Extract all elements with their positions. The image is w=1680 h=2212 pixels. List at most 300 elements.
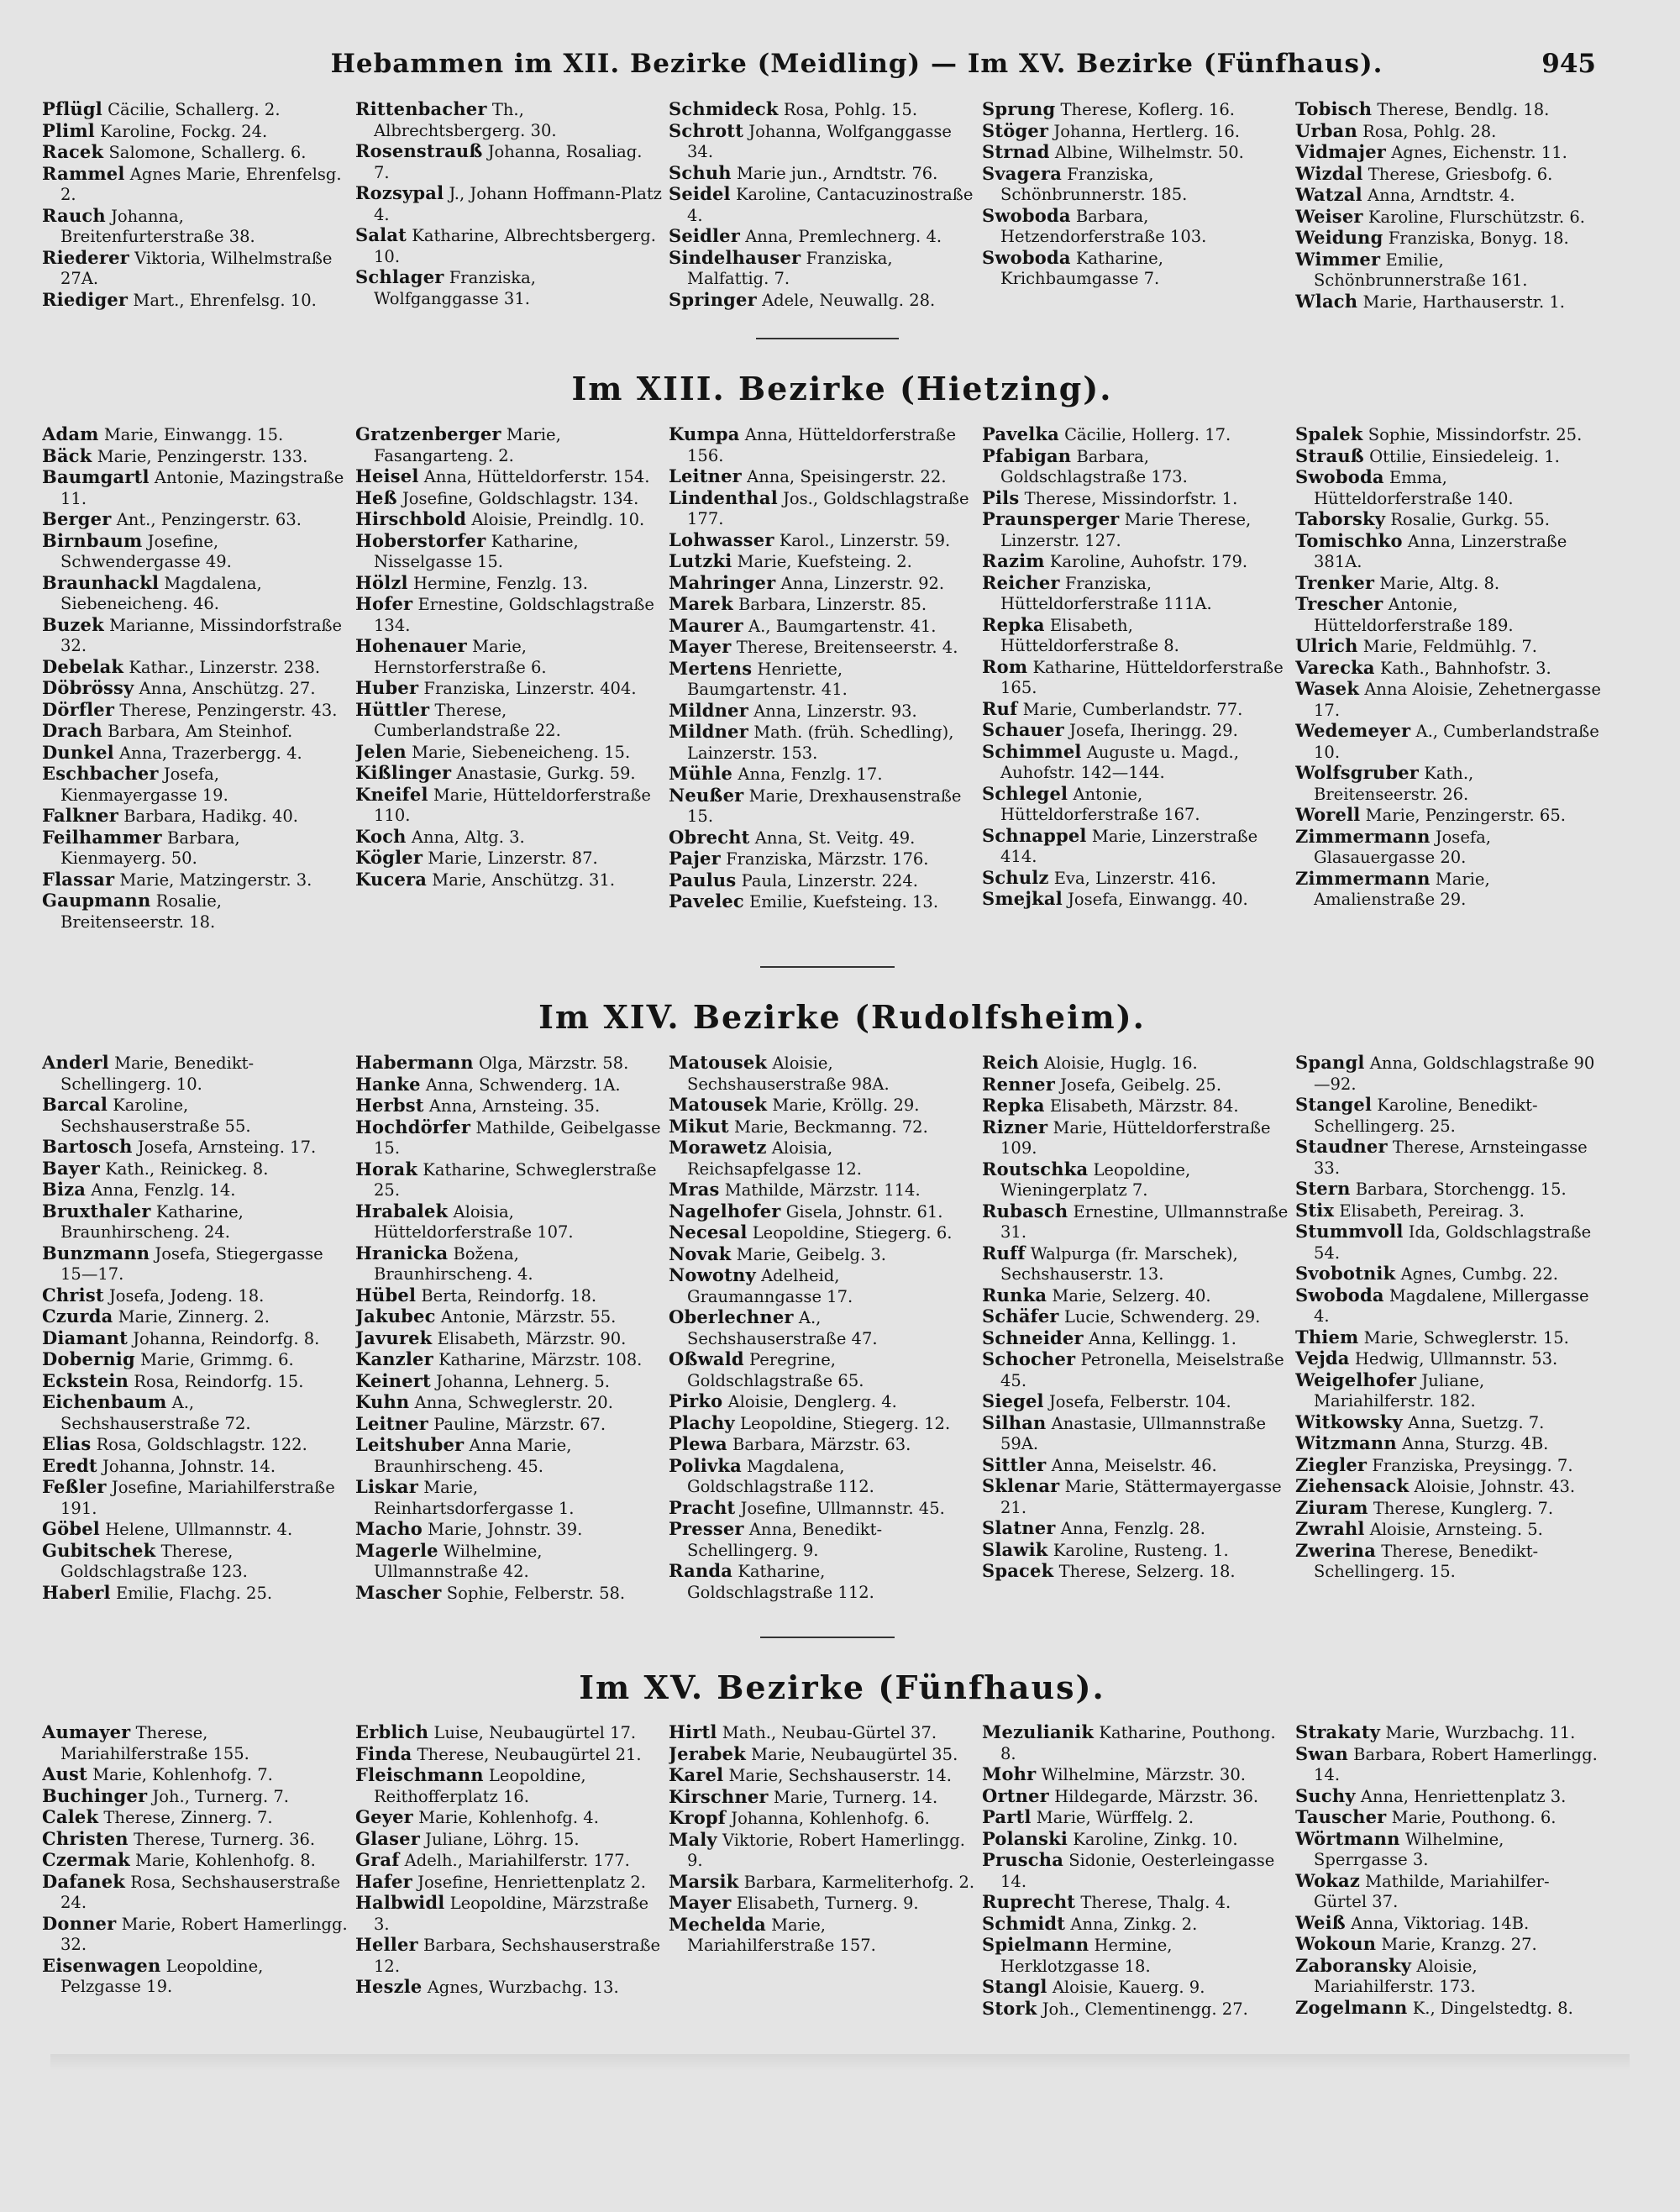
entry-surname: Weigelhofer xyxy=(1295,1369,1417,1390)
directory-column xyxy=(982,99,1289,313)
directory-entry xyxy=(982,206,1289,248)
entry-surname: Staudner xyxy=(1295,1136,1388,1157)
directory-entry xyxy=(982,99,1289,121)
directory-entry xyxy=(42,446,349,468)
entry-surname: Vidmajer xyxy=(1295,141,1387,162)
entry-surname: Rizner xyxy=(982,1116,1048,1138)
entry-surname: Liskar xyxy=(355,1476,418,1497)
entry-details: Marie, Hütteldorferstraße 110. xyxy=(374,785,651,825)
entry-details: Marie, Wurzbachg. 11. xyxy=(1385,1723,1576,1742)
entry-details: Leopoldine, Märzstraße 3. xyxy=(374,1894,649,1934)
directory-entry xyxy=(982,1476,1289,1518)
entry-details: Josefa, Glasauergasse 20. xyxy=(1314,827,1491,867)
entry-details: Rosa, Sechshauserstraße 24. xyxy=(60,1872,341,1912)
directory-entry xyxy=(1295,1348,1602,1370)
entry-details: Marie, Matzingerstr. 3. xyxy=(119,870,312,890)
entry-surname: Polivka xyxy=(669,1454,742,1476)
directory-entry xyxy=(669,1787,975,1809)
entry-details: Johanna, Breitenfurterstraße 38. xyxy=(60,206,255,246)
entry-surname: Koch xyxy=(355,825,407,847)
entry-surname: Herbst xyxy=(355,1095,424,1116)
entry-details: Aloisie, Sechshauserstraße 98A. xyxy=(687,1053,890,1094)
entry-surname: Mezulianik xyxy=(982,1722,1095,1742)
entry-surname: Reich xyxy=(982,1053,1039,1073)
entry-details: Marie, Kuefsteing. 2. xyxy=(737,552,912,571)
directory-entry xyxy=(42,1434,349,1456)
entry-details: Aloisie, Arnsteing. 5. xyxy=(1369,1520,1543,1539)
entry-details: Aloisia, Reichsapfelgasse 12. xyxy=(687,1138,862,1179)
directory-entry xyxy=(355,1541,662,1583)
entry-details: Adelh., Mariahilferstr. 177. xyxy=(404,1851,630,1870)
directory-entry xyxy=(669,1722,975,1744)
entry-details: Mathilde, Märzstr. 114. xyxy=(724,1180,921,1200)
directory-entry xyxy=(982,1201,1289,1243)
directory-column xyxy=(1295,424,1602,933)
entry-surname: Rauch xyxy=(42,204,106,226)
entry-surname: Pavelec xyxy=(669,891,744,912)
directory-entry xyxy=(355,1349,662,1371)
entry-details: Marie, Schweglerstr. 15. xyxy=(1363,1327,1569,1348)
entry-surname: Schrott xyxy=(669,119,744,141)
directory-column xyxy=(669,1053,975,1604)
directory-entry xyxy=(669,1222,975,1244)
entry-surname: Sprung xyxy=(982,99,1056,119)
entry-surname: Erblich xyxy=(355,1722,429,1742)
entry-surname: Trescher xyxy=(1295,593,1383,614)
directory-entry xyxy=(1295,1934,1602,1956)
directory-entry xyxy=(42,1477,349,1519)
directory-entry xyxy=(1295,509,1602,531)
directory-entry xyxy=(355,99,662,141)
directory-entry xyxy=(982,1117,1289,1159)
entry-surname: Hrabalek xyxy=(355,1200,449,1222)
directory-entry xyxy=(669,1519,975,1561)
directory-entry xyxy=(982,1914,1289,1936)
entry-surname: Spangl xyxy=(1295,1053,1365,1073)
entry-surname: Pfabigan xyxy=(982,444,1072,466)
directory-entry xyxy=(669,637,975,659)
directory-column xyxy=(669,99,975,313)
entry-surname: Ulrich xyxy=(1295,635,1358,656)
directory-entry xyxy=(42,678,349,700)
entry-details: J., Johann Hoffmann-Platz 4. xyxy=(374,184,662,224)
directory-entry xyxy=(982,1807,1289,1829)
entry-surname: Pracht xyxy=(669,1496,736,1518)
directory-entry xyxy=(669,290,975,312)
directory-entry xyxy=(42,891,349,933)
entry-surname: Razim xyxy=(982,550,1045,571)
entry-surname: Buchinger xyxy=(42,1784,148,1806)
directory-entry xyxy=(669,1244,975,1266)
entry-surname: Urban xyxy=(1295,119,1357,141)
directory-entry xyxy=(42,1956,349,1998)
entry-surname: Plewa xyxy=(669,1433,727,1454)
directory-column xyxy=(982,1722,1289,2020)
entry-surname: Gratzenberger xyxy=(355,424,501,444)
entry-surname: Baumgartl xyxy=(42,466,150,487)
entry-surname: Strnad xyxy=(982,141,1050,162)
entry-surname: Leitner xyxy=(355,1412,428,1434)
entry-details: Helene, Ullmannstr. 4. xyxy=(105,1520,293,1539)
directory-entry xyxy=(42,1807,349,1829)
directory-entry xyxy=(42,743,349,764)
entry-surname: Sklenar xyxy=(982,1475,1060,1496)
entry-details: Barbara, Goldschlagstraße 173. xyxy=(1000,446,1188,486)
directory-entry xyxy=(42,806,349,828)
entry-details: Aloisia, Hütteldorferstraße 107. xyxy=(374,1201,574,1242)
entry-surname: Biza xyxy=(42,1179,87,1200)
entry-details: Ottilie, Einsiedeleig. 1. xyxy=(1369,446,1560,466)
directory-column xyxy=(669,424,975,933)
directory-entry xyxy=(1295,805,1602,827)
entry-details: Joh., Clementinengg. 27. xyxy=(1042,1999,1248,2019)
entry-details: Magdalena, Siebeneicheng. 46. xyxy=(60,573,262,613)
entry-details: Elisabeth, Turnerg. 9. xyxy=(736,1894,919,1913)
entry-surname: Maly xyxy=(669,1828,717,1850)
directory-entry xyxy=(355,1872,662,1894)
entry-details: Sophie, Felberstr. 58. xyxy=(446,1583,626,1603)
entry-details: Anna, Hütteldorferstraße 156. xyxy=(687,425,956,465)
entry-surname: Maurer xyxy=(669,614,743,636)
directory-entry xyxy=(669,121,975,163)
entry-details: Cäcilie, Hollerg. 17. xyxy=(1064,425,1231,444)
entry-surname: Suchy xyxy=(1295,1784,1356,1806)
directory-entry xyxy=(1295,1264,1602,1285)
directory-entry xyxy=(355,1977,662,1999)
directory-entry xyxy=(982,446,1289,488)
entry-details: Marie, Kohlenhofg. 7. xyxy=(92,1765,273,1784)
directory-entry xyxy=(42,1456,349,1478)
directory-entry xyxy=(669,248,975,290)
entry-surname: Ortner xyxy=(982,1784,1049,1806)
directory-entry xyxy=(982,424,1289,446)
entry-details: Gisela, Johnstr. 61. xyxy=(785,1201,943,1222)
entry-surname: Swan xyxy=(1295,1742,1348,1764)
entry-surname: Repka xyxy=(982,1095,1045,1116)
entry-details: Peregrine, Goldschlagstraße 65. xyxy=(687,1350,864,1390)
entry-details: Marie, Grimmg. 6. xyxy=(140,1350,294,1369)
entry-details: Jos., Goldschlagstraße 177. xyxy=(687,488,969,528)
directory-entry xyxy=(669,184,975,226)
directory-entry xyxy=(982,1159,1289,1201)
entry-details: Leopoldine, Reithofferplatz 16. xyxy=(374,1766,586,1806)
directory-entry xyxy=(669,1307,975,1349)
directory-entry xyxy=(982,248,1289,290)
directory-entry xyxy=(355,509,662,531)
entry-surname: Gaupmann xyxy=(42,890,151,911)
entry-surname: Bartosch xyxy=(42,1136,133,1157)
entry-surname: Hirtl xyxy=(669,1722,717,1742)
entry-details: Aloisie, Kauerg. 9. xyxy=(1052,1978,1205,1997)
entry-details: Antonie, Hütteldorferstraße 167. xyxy=(1000,784,1200,824)
entry-surname: Stern xyxy=(1295,1178,1351,1199)
entry-details: K., Dingelstedtg. 8. xyxy=(1412,1998,1573,2018)
entry-details: Franziska, Malfattig. 7. xyxy=(687,248,893,288)
entry-details: Anna, Fenzlg. 14. xyxy=(91,1180,236,1200)
entry-details: Wilhelmine, Sperrgasse 3. xyxy=(1314,1829,1504,1869)
entry-surname: Schimmel xyxy=(982,740,1082,762)
entry-surname: Sittler xyxy=(982,1453,1047,1475)
directory-entry xyxy=(669,828,975,849)
entry-details: Salomone, Schallerg. 6. xyxy=(108,143,307,162)
entry-surname: Mayer xyxy=(669,636,732,657)
entry-surname: Mühle xyxy=(669,763,733,784)
directory-entry xyxy=(355,1850,662,1872)
entry-surname: Ziuram xyxy=(1295,1496,1368,1518)
entry-details: Therese, Koflerg. 16. xyxy=(1060,100,1236,119)
directory-entry xyxy=(982,551,1289,573)
entry-surname: Varecka xyxy=(1295,656,1375,678)
entry-surname: Dörfler xyxy=(42,698,115,720)
entry-details: Katharine, Krichbaumgasse 7. xyxy=(1000,248,1163,288)
entry-surname: Mikut xyxy=(669,1115,729,1137)
entry-details: Magdalena, Goldschlagstraße 112. xyxy=(687,1456,874,1496)
entry-details: Marie, Cumberlandstr. 77. xyxy=(1022,699,1243,719)
section-title-xiii: Im XIII. Bezirke (Hietzing). xyxy=(571,370,1113,407)
directory-entry xyxy=(982,720,1289,742)
entry-details: Pauline, Märzstr. 67. xyxy=(433,1414,606,1434)
directory-entry xyxy=(1295,531,1602,573)
directory-entry xyxy=(982,1391,1289,1413)
entry-details: Anna, Altg. 3. xyxy=(411,827,525,847)
entry-details: Barbara, Karmeliterhofg. 2. xyxy=(743,1872,975,1892)
running-head xyxy=(50,49,1630,82)
entry-surname: Wlach xyxy=(1295,290,1358,312)
entry-details: Anna, Premlechnerg. 4. xyxy=(745,227,942,246)
directory-entry xyxy=(355,1435,662,1477)
directory-entry xyxy=(42,1764,349,1786)
section-title-xv: Im XV. Bezirke (Fünfhaus). xyxy=(579,1668,1105,1706)
directory-entry xyxy=(1295,142,1602,164)
entry-details: A., Sechshauserstraße 47. xyxy=(687,1308,878,1348)
page-number: 945 xyxy=(1541,49,1596,79)
entry-details: Anna, Linzerstr. 92. xyxy=(780,573,945,593)
entry-surname: Aust xyxy=(42,1763,87,1784)
directory-entry xyxy=(42,1328,349,1350)
directory-column xyxy=(1295,99,1602,313)
entry-details: Marie, Amalienstraße 29. xyxy=(1314,869,1490,909)
entry-details: Elisabeth, Hütteldorferstraße 8. xyxy=(1000,615,1179,655)
entry-details: Eva, Linzerstr. 416. xyxy=(1053,868,1216,888)
entry-surname: Hohenauer xyxy=(355,635,467,656)
entry-details: Marie, Hütteldorferstraße 109. xyxy=(1000,1117,1271,1158)
directory-entry xyxy=(42,531,349,573)
entry-details: Marie, Sechshauserstr. 14. xyxy=(728,1766,952,1785)
entry-details: Karoline, Zinkg. 10. xyxy=(1073,1829,1238,1849)
entry-details: Elisabeth, Märzstr. 90. xyxy=(437,1328,627,1348)
directory-entry xyxy=(669,701,975,722)
entry-surname: Gubitschek xyxy=(42,1539,156,1561)
entry-details: Franziska, Linzerstr. 404. xyxy=(423,679,637,698)
directory-entry xyxy=(1295,424,1602,446)
entry-details: Josefine, Mariahilferstraße 191. xyxy=(60,1478,335,1518)
entry-surname: Oberlechner xyxy=(669,1306,794,1327)
entry-surname: Braunhackl xyxy=(42,571,160,593)
directory-entry xyxy=(669,530,975,552)
entry-surname: Kuhn xyxy=(355,1391,410,1412)
directory-entry xyxy=(42,1137,349,1159)
section-xii-continued xyxy=(42,99,1642,313)
entry-surname: Magerle xyxy=(355,1539,438,1561)
directory-entry xyxy=(42,573,349,615)
directory-entry xyxy=(355,678,662,700)
directory-entry xyxy=(355,742,662,764)
directory-entry xyxy=(42,1519,349,1541)
entry-surname: Hofer xyxy=(355,593,413,614)
entry-details: Anna, Linzerstr. 93. xyxy=(753,701,917,721)
entry-details: Emilie, Schönbrunnerstraße 161. xyxy=(1314,250,1528,290)
entry-surname: Slawik xyxy=(982,1538,1048,1560)
entry-details: Juliane, Mariahilferstr. 182. xyxy=(1314,1370,1485,1411)
entry-details: Petronella, Meiselstraße 45. xyxy=(1000,1350,1284,1390)
entry-details: Rosa, Goldschlagstr. 122. xyxy=(96,1435,307,1454)
directory-entry xyxy=(42,764,349,806)
entry-details: Anna, Zinkg. 2. xyxy=(1070,1914,1198,1934)
directory-entry xyxy=(42,1392,349,1434)
entry-details: Antonie, Märzstr. 55. xyxy=(440,1307,617,1327)
directory-entry xyxy=(355,1807,662,1829)
entry-surname: Rosenstrauß xyxy=(355,140,483,161)
entry-surname: Stöger xyxy=(982,119,1049,141)
entry-surname: Weiser xyxy=(1295,205,1363,227)
entry-details: Leopoldine, Wieningerplatz 7. xyxy=(1000,1159,1191,1200)
entry-surname: Mertens xyxy=(669,657,753,679)
directory-entry xyxy=(982,1561,1289,1583)
entry-surname: Finda xyxy=(355,1742,412,1764)
entry-surname: Pavelka xyxy=(982,424,1059,444)
directory-entry xyxy=(355,1744,662,1766)
directory-entry xyxy=(982,1328,1289,1350)
directory-entry xyxy=(355,1477,662,1519)
entry-details: Math. (früh. Schedling), Lainzerstr. 153. xyxy=(687,722,954,763)
entry-details: Therese, Mariahilferstraße 155. xyxy=(60,1723,249,1763)
entry-surname: Wörtmann xyxy=(1295,1827,1400,1849)
entry-surname: Zimmermann xyxy=(1295,867,1431,889)
entry-surname: Ziehensack xyxy=(1295,1475,1410,1496)
entry-details: Anna, Fenzlg. 28. xyxy=(1060,1519,1205,1538)
directory-entry xyxy=(669,1893,975,1915)
directory-entry xyxy=(1295,1956,1602,1998)
entry-details: Berta, Reindorfg. 18. xyxy=(421,1285,597,1306)
entry-surname: Haberl xyxy=(42,1581,111,1603)
entry-details: Anna Aloisie, Zehetnergasse 17. xyxy=(1314,680,1601,720)
entry-surname: Polanski xyxy=(982,1827,1068,1849)
entry-details: Sophie, Missindorfstr. 25. xyxy=(1368,425,1583,444)
entry-surname: Stummvoll xyxy=(1295,1221,1404,1242)
entry-details: Adele, Neuwallg. 28. xyxy=(762,290,936,310)
entry-details: Marie, Drexhausenstraße 15. xyxy=(687,785,962,826)
entry-details: Marie, Penzingerstr. 65. xyxy=(1365,806,1566,825)
entry-details: Paula, Linzerstr. 224. xyxy=(741,870,918,891)
directory-entry xyxy=(42,248,349,290)
entry-details: Ant., Penzingerstr. 63. xyxy=(116,510,302,529)
entry-details: Therese, Benedikt-Schellingerg. 15. xyxy=(1314,1541,1539,1581)
directory-entry xyxy=(982,1053,1289,1074)
directory-entry xyxy=(1295,1053,1602,1095)
section-divider xyxy=(756,338,899,339)
entry-surname: Wizdal xyxy=(1295,162,1363,184)
entry-surname: Eredt xyxy=(42,1454,97,1476)
directory-entry xyxy=(1295,1370,1602,1412)
entry-details: Marie, Anschützg. 31. xyxy=(432,870,616,890)
entry-details: Anna, Schweglerstr. 20. xyxy=(414,1393,613,1412)
entry-details: Katharine, Goldschlagstraße 112. xyxy=(687,1562,874,1602)
entry-surname: Paulus xyxy=(669,869,737,891)
entry-surname: Bunzmann xyxy=(42,1242,150,1264)
entry-details: Marie, Kohlenhofg. 8. xyxy=(135,1851,316,1870)
entry-details: Marie, Johnstr. 39. xyxy=(428,1520,583,1539)
directory-entry xyxy=(1295,636,1602,658)
directory-entry xyxy=(42,1872,349,1914)
directory-entry xyxy=(1295,1498,1602,1520)
entry-surname: Mascher xyxy=(355,1581,442,1603)
entry-surname: Svobotnik xyxy=(1295,1263,1396,1284)
directory-entry xyxy=(42,1159,349,1180)
entry-surname: Jelen xyxy=(355,740,407,762)
entry-surname: Lindenthal xyxy=(669,486,778,508)
directory-entry xyxy=(982,488,1289,510)
directory-entry xyxy=(669,1434,975,1456)
directory-entry xyxy=(42,1722,349,1764)
directory-entry xyxy=(669,1138,975,1180)
entry-surname: Wokaz xyxy=(1295,1869,1360,1891)
entry-surname: Wolfsgruber xyxy=(1295,762,1420,783)
entry-surname: Heisel xyxy=(355,465,419,486)
entry-details: Marie, Hernstorferstraße 6. xyxy=(374,637,547,677)
directory-entry xyxy=(355,1159,662,1201)
entry-surname: Stangl xyxy=(982,1976,1047,1997)
entry-details: Josefa, Felberstr. 104. xyxy=(1048,1392,1231,1411)
directory-entry xyxy=(355,636,662,678)
entry-surname: Rozsypal xyxy=(355,182,444,203)
directory-entry xyxy=(669,1095,975,1117)
directory-entry xyxy=(669,99,975,121)
entry-surname: Döbrössy xyxy=(42,677,134,698)
entry-surname: Drach xyxy=(42,720,102,741)
directory-entry xyxy=(42,1914,349,1956)
entry-details: Karoline, Sechshauserstraße 55. xyxy=(60,1095,251,1136)
directory-entry xyxy=(1295,573,1602,595)
directory-entry xyxy=(669,1872,975,1894)
entry-surname: Stork xyxy=(982,1997,1037,2019)
entry-details: Barbara, Sechshauserstraße 12. xyxy=(374,1936,661,1976)
directory-entry xyxy=(42,509,349,531)
entry-surname: Lohwasser xyxy=(669,528,774,550)
directory-entry xyxy=(355,1583,662,1605)
entry-surname: Marsik xyxy=(669,1870,739,1892)
entry-details: Therese, Cumberlandstraße 22. xyxy=(374,700,561,740)
entry-details: Josefa, Jodeng. 18. xyxy=(108,1285,265,1306)
entry-surname: Obrecht xyxy=(669,826,750,848)
entry-details: Marie, Harthauserstr. 1. xyxy=(1362,292,1565,312)
entry-details: Magdalene, Millergasse 4. xyxy=(1314,1285,1589,1326)
entry-details: Marie, Kröllg. 29. xyxy=(772,1095,920,1115)
entry-details: Aloisie, Preindlg. 10. xyxy=(471,510,645,529)
entry-details: Anna, Speisingerstr. 22. xyxy=(747,467,947,486)
entry-surname: Karel xyxy=(669,1764,724,1785)
entry-surname: Thiem xyxy=(1295,1326,1359,1348)
entry-details: Barbara, Linzerstr. 85. xyxy=(738,595,927,614)
entry-details: Kath., Breitenseerstr. 26. xyxy=(1314,764,1474,804)
entry-surname: Novak xyxy=(669,1243,732,1264)
entry-surname: Nowotny xyxy=(669,1264,756,1285)
entry-details: Marie, Selzerg. 40. xyxy=(1052,1285,1211,1306)
entry-surname: Dafanek xyxy=(42,1870,126,1892)
directory-entry xyxy=(982,1829,1289,1851)
entry-surname: Reicher xyxy=(982,571,1060,593)
entry-details: Walpurga (fr. Marschek), Sechshauserstr. 13. xyxy=(1000,1243,1238,1284)
entry-details: Therese, Bendlg. 18. xyxy=(1377,100,1550,119)
